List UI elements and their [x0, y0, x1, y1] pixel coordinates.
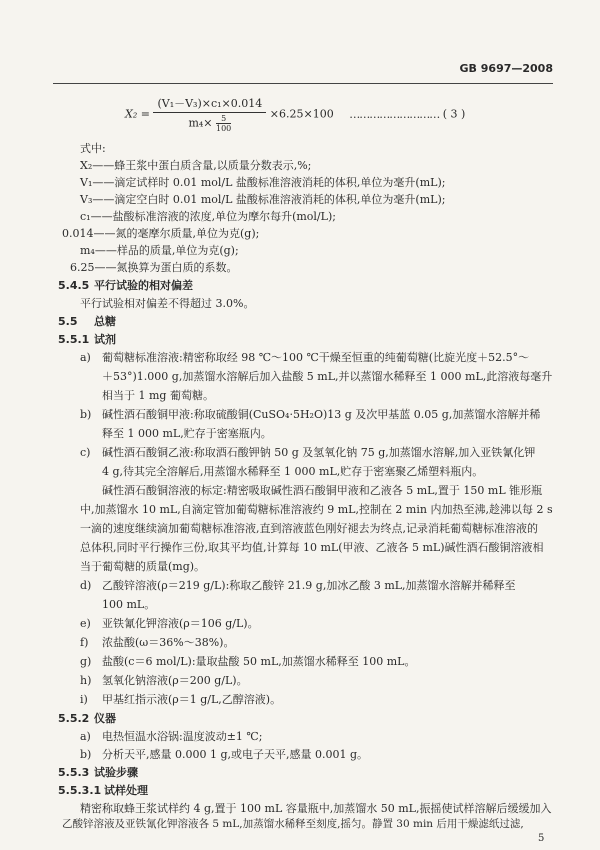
section-heading: 5.5.3 试验步骤: [58, 766, 138, 779]
paragraph-line: 一滴的速度继续滴加葡萄糖标准溶液,直到溶液蓝色刚好褪去为终点,记录消耗葡萄糖标准溶液的: [80, 522, 538, 535]
list-label: c): [80, 446, 91, 459]
list-label: b): [80, 408, 92, 421]
section-heading: 5.5.1 试剂: [58, 333, 116, 346]
where-item: V₃——滴定空白时 0.01 mol/L 盐酸标准溶液消耗的体积,单位为毫升(mL);: [80, 193, 446, 206]
formula-small-fraction: [216, 114, 231, 133]
list-label: g): [80, 655, 92, 668]
paragraph-line: 总体积,同时平行操作三份,取其平均值,计算每 10 mL(甲液、乙液各 5 mL)碱性酒石酸铜溶液相: [80, 541, 544, 554]
list-label: b): [80, 748, 92, 761]
formula-numerator: (V₁－V₃)×c₁×0.014: [153, 95, 266, 113]
where-item: X₂——蜂王浆中蛋白质含量,以质量分数表示,%;: [80, 159, 312, 172]
where-item: c₁——盐酸标准溶液的浓度,单位为摩尔每升(mol/L);: [80, 210, 336, 223]
header-rule: [53, 83, 553, 84]
formula-dots: ………………………: [349, 107, 440, 121]
formula-small-den: 100: [216, 124, 232, 133]
list-text: 浓盐酸(ω＝36%～38%)。: [102, 636, 235, 649]
list-label: h): [80, 674, 92, 687]
list-text: 电热恒温水浴锅:温度波动±1 ℃;: [102, 730, 263, 743]
list-text: 盐酸(c＝6 mol/L):量取盐酸 50 mL,加蒸馏水稀释至 100 mL。: [102, 655, 416, 668]
section-heading: 5.4.5 平行试验的相对偏差: [58, 279, 193, 292]
list-text: 乙酸锌溶液(ρ＝219 g/L):称取乙酸锌 21.9 g,加冰乙酸 3 mL,加蒸馏水溶解并稀释至: [102, 579, 516, 592]
list-label: i): [80, 693, 88, 706]
list-label: d): [80, 579, 92, 592]
list-text: 碱性酒石酸铜甲液:称取硫酸铜(CuSO₄·5H₂O)13 g 及次甲基蓝 0.05 g,加蒸馏水溶解并稀: [102, 408, 541, 421]
standard-number: GB 9697—2008: [459, 62, 553, 75]
paragraph-line: 中,加蒸馏水 10 mL,自滴定管加葡萄糖标准溶液约 9 mL,控制在 2 min 内加热至沸,趁沸以每 2 s: [80, 503, 553, 516]
where-item: m₄——样品的质量,单位为克(g);: [80, 244, 239, 257]
formula-3: [125, 95, 555, 135]
list-label: a): [80, 730, 91, 743]
list-label: f): [80, 636, 89, 649]
list-text: 相当于 1 mg 葡萄糖。: [102, 389, 214, 402]
where-label: 式中:: [80, 142, 106, 155]
list-text: 甲基红指示液(ρ＝1 g/L,乙醇溶液)。: [102, 693, 282, 706]
list-text: 分析天平,感量 0.000 1 g,或电子天平,感量 0.001 g。: [102, 748, 369, 761]
paragraph-line: 精密称取蜂王浆试样约 4 g,置于 100 mL 容量瓶中,加蒸馏水 50 mL,振摇使试样溶解后缓缓加入: [80, 802, 552, 815]
formula-denominator-left: m₄×: [188, 116, 213, 130]
paragraph-line: 乙酸锌溶液及亚铁氰化钾溶液各 5 mL,加蒸馏水稀释至刻度,摇匀。静置 30 min 后用干燥滤纸过滤,: [62, 818, 524, 830]
list-text: 碱性酒石酸铜乙液:称取酒石酸钾钠 50 g 及氢氧化钠 75 g,加蒸馏水溶解,加入亚铁氰化钾: [102, 446, 536, 459]
formula-small-num: 5: [216, 114, 231, 124]
list-text: 释至 1 000 mL,贮存于密塞瓶内。: [102, 427, 272, 440]
formula-denominator: [153, 113, 266, 133]
paragraph-line: 碱性酒石酸铜溶液的标定:精密吸取碱性酒石酸铜甲液和乙液各 5 mL,置于 150 mL 锥形瓶: [102, 484, 543, 497]
formula-lhs: X₂ =: [125, 107, 150, 121]
section-heading: 5.5.2 仪器: [58, 712, 116, 725]
paragraph-line: 当于葡萄糖的质量(mg)。: [80, 560, 206, 573]
section-heading: 5.5 总糖: [58, 315, 116, 328]
where-item: V₁——滴定试样时 0.01 mol/L 盐酸标准溶液消耗的体积,单位为毫升(mL);: [80, 176, 446, 189]
list-text: 4 g,待其完全溶解后,用蒸馏水稀释至 1 000 mL,贮存于密塞聚乙烯塑料瓶内。: [102, 465, 484, 478]
list-text: 氢氧化钠溶液(ρ＝200 g/L)。: [102, 674, 248, 687]
list-text: 亚铁氰化钾溶液(ρ＝106 g/L)。: [102, 617, 259, 630]
where-item: 6.25——氮换算为蛋白质的系数。: [70, 261, 238, 274]
section-heading: 5.5.3.1 试样处理: [58, 784, 148, 797]
list-text: 100 mL。: [102, 598, 156, 611]
formula-fraction: [153, 95, 266, 133]
list-label: e): [80, 617, 91, 630]
where-item: 0.014——氮的毫摩尔质量,单位为克(g);: [62, 227, 260, 240]
list-text: 葡萄糖标准溶液:精密称取经 98 ℃～100 ℃干燥至恒重的纯葡萄糖(比旋光度＋52.5°～: [102, 351, 530, 364]
formula-equation-number: ( 3 ): [442, 107, 466, 121]
list-label: a): [80, 351, 91, 364]
section-text: 平行试验相对偏差不得超过 3.0%。: [80, 297, 255, 310]
page-number: 5: [538, 833, 545, 844]
formula-rhs: ×6.25×100: [269, 107, 334, 121]
list-text: ＋53°)1.000 g,加蒸馏水溶解后加入盐酸 5 mL,并以蒸馏水稀释至 1 000 mL,此溶液每毫升: [102, 370, 553, 383]
